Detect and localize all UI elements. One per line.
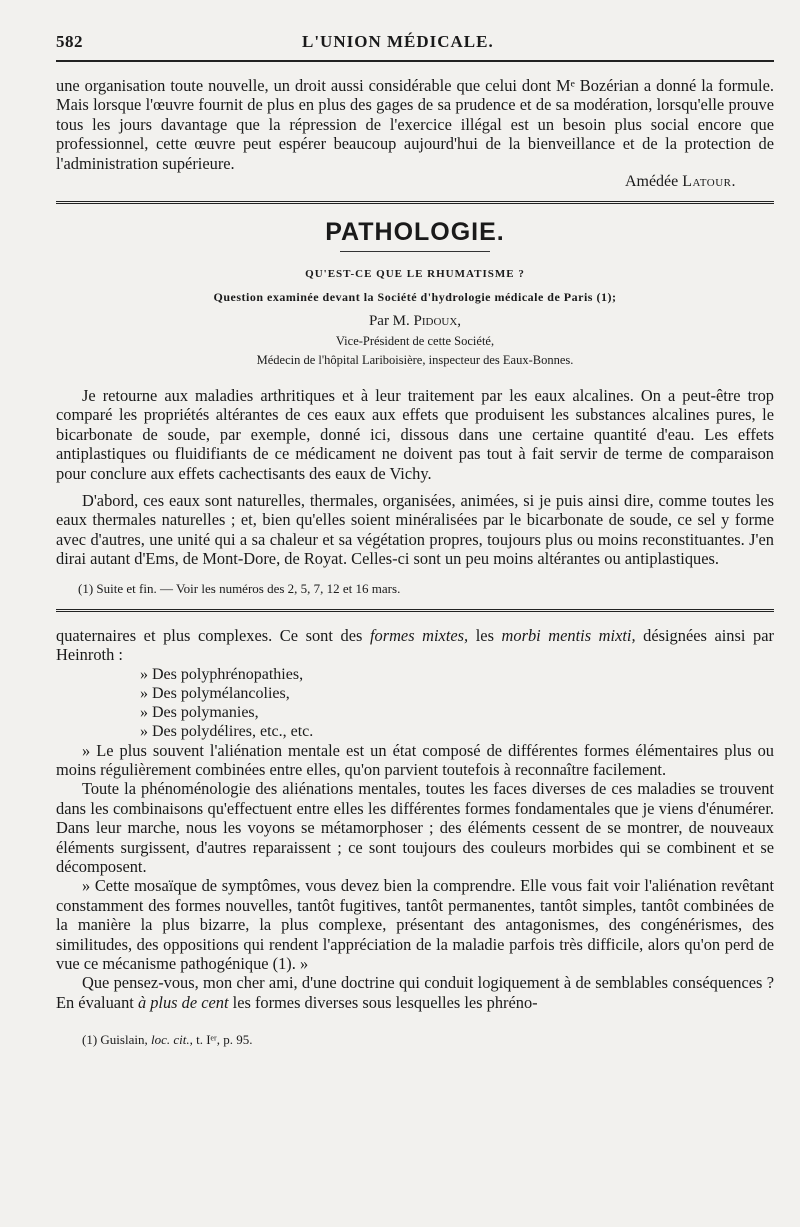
lower-intro-d: morbi mentis mixti, [501, 625, 636, 645]
signature [56, 173, 774, 191]
lower-intro-e: désignées ainsi par Heinroth : [56, 625, 774, 665]
journal-title: L'UNION MÉDICALE. [302, 32, 494, 51]
author-role-1: Vice-Président de cette Société, [335, 334, 495, 349]
paragraph-1: Je retourne aux maladies arthritiques et à leur traitement par les eaux alcalines. On a peut-être trop comparé les propriétés altérantes de ces eaux aux effets que produisent les substances alcalines pures, le bicarbonate de soude, par exemple, donné ici, dissous dans une certaine quantité d'eau. Les effets antiplastiques ou fluidifiants de ce médicament ne doivent pas tout à fait servir de terme de comparaison pour conclure aux effets cachectisants des eaux de Vichy. [56, 386, 774, 483]
section-divider [56, 201, 774, 204]
lower-p4-c: les formes diverses sous lesquelles les phréno- [232, 992, 538, 1012]
author [56, 313, 774, 330]
article-subtitle: Question examinée devant la Société d'hydrologie médicale de Paris (1); [213, 290, 617, 305]
lower-paragraph-3: » Cette mosaïque de symptômes, vous devez bien la comprendre. Elle vous fait voir l'aliénation revêtant constamment des formes nouvelles, tantôt fugitives, tantôt permanentes, tantôt simples, tantôt combinées de la manière la plus bizarre, la plus complexe, présentant des antagonismes, des congénérismes, des similitudes, des oppositions qui rendent l'appréciation de la maladie parfois très difficile, alors qu'on perd de vue ce mécanisme pathogénique (1). » [56, 876, 774, 973]
signature-first: Amédée [624, 173, 679, 191]
footnote-1: (1) Suite et fin. — Voir les numéros des 2, 5, 7, 12 et 16 mars. [78, 580, 401, 596]
footnote-2-a: (1) Guislain, [82, 1032, 148, 1048]
lower-paragraph-4 [56, 973, 774, 1012]
author-name: Pidoux, [413, 313, 462, 330]
lower-paragraph-2: Toute la phénoménologie des aliénations mentales, toutes les faces diverses de ces maladies se trouvent dans les combinaisons qu'effectuent entre elles les différentes formes fondamentales que je viens d'énumérer. Dans leur marche, nous les voyons se métamorphoser ; des éléments cessent de se montrer, de nouveaux éléments surgissent, d'autres reparaissent ; ce sont toujours des couleurs morbides qui se combinent et se décomposent. [56, 779, 774, 876]
lower-p4-b: à plus de cent [137, 992, 229, 1012]
footnote-2 [56, 1032, 774, 1048]
lower-p4-a: Que pensez-vous, mon cher ami, d'une doctrine qui conduit logiquement à de semblables conséquences ? En évaluant [56, 973, 774, 1012]
lower-intro [56, 626, 774, 665]
section-title: PATHOLOGIE. [325, 218, 505, 247]
column-divider [56, 609, 774, 612]
lower-intro-a: quaternaires et plus complexes. Ce sont des [56, 625, 363, 645]
forms-list [56, 665, 774, 741]
paragraph-2: D'abord, ces eaux sont naturelles, thermales, organisées, animées, si je puis ainsi dire, comme toutes les eaux thermales naturelles ; et, bien qu'elles soient minéralisées par le bicarbonate de soude, ce sel y forme avec d'autres, une unité qui a sa chaleur et sa végétation propres, toujours plus ou moins reconstituantes. J'en dirai autant d'Ems, de Mont-Dore, de Royat. Celles-ci sont un peu moins altérantes ou antiplastiques. [56, 491, 774, 569]
list-item: » Des polymélancolies, [140, 684, 290, 702]
author-role-2: Médecin de l'hôpital Lariboisière, inspecteur des Eaux-Bonnes. [256, 353, 574, 368]
continuation-paragraph: une organisation toute nouvelle, un droit aussi considérable que celui dont Mᵉ Bozérian a donné la formule. Mais lorsque l'œuvre fournit de plus en plus des gages de sa prudence et de sa modération, lorsqu'elle prouve tous les jours davantage que la répression de l'exercice illégal est un besoin plus social encore que professionnel, cette œuvre peut espérer beaucoup aujourd'hui de la bienveillance et de la protection de l'administration supérieure. [56, 76, 774, 173]
page-number: 582 [56, 32, 83, 51]
list-item: » Des polymanies, [140, 703, 259, 721]
header-rule [56, 60, 774, 62]
lower-paragraph-1: » Le plus souvent l'aliénation mentale est un état composé de différentes formes élémentaires plus ou moins régulièrement combinées entre elles, qu'on parvient toutefois à reconnaître facilement. [56, 740, 774, 779]
article-title: QU'EST-CE QUE LE RHUMATISME ? [305, 268, 525, 281]
footnote-2-b: loc. cit., [150, 1032, 193, 1048]
author-prefix: Par M. [368, 313, 410, 330]
lower-intro-b: formes mixtes, [369, 625, 469, 645]
signature-last: Latour. [682, 173, 736, 191]
footnote-2-c: t. Iᵉʳ, p. 95. [196, 1032, 253, 1048]
title-underline [340, 251, 490, 252]
list-item: » Des polyphrénopathies, [140, 665, 304, 683]
lower-intro-c: les [475, 625, 494, 645]
running-head [56, 22, 774, 52]
list-item: » Des polydélires, etc., etc. [140, 722, 314, 740]
